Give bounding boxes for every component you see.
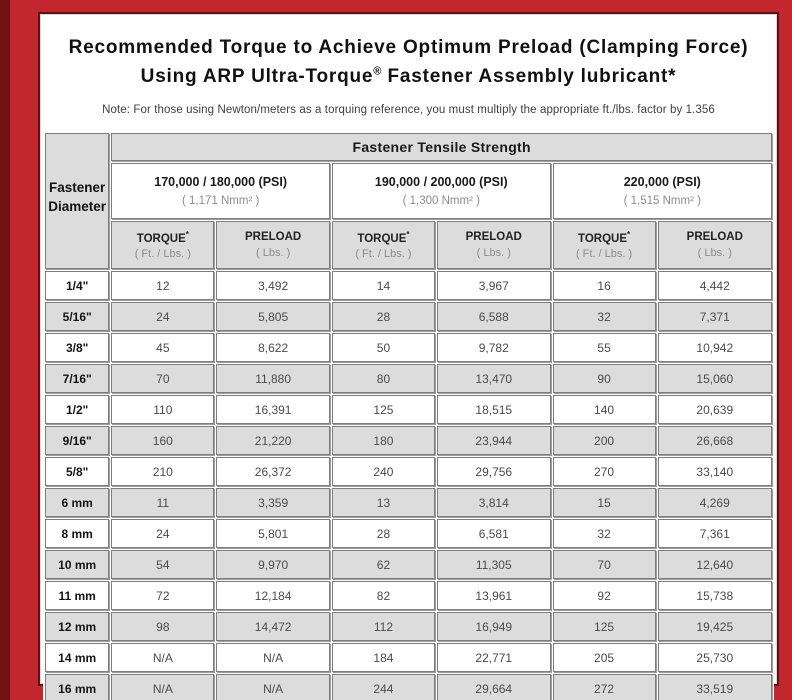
table-cell: 205 bbox=[553, 643, 656, 672]
table-cell: 3,359 bbox=[216, 488, 330, 517]
table-cell: 70 bbox=[111, 364, 214, 393]
table-cell: 82 bbox=[332, 581, 435, 610]
table-cell: 98 bbox=[111, 612, 214, 641]
table-cell: 90 bbox=[553, 364, 656, 393]
torque-label-text: TORQUE bbox=[357, 232, 407, 245]
row-header-diameter: 1/4" bbox=[45, 271, 109, 300]
table-cell: 272 bbox=[553, 674, 656, 700]
red-border-card bbox=[10, 0, 792, 700]
psi-value: 220,000 (PSI) bbox=[623, 175, 701, 189]
psi-group-header-row bbox=[45, 163, 772, 219]
table-cell: 9,782 bbox=[437, 333, 551, 362]
table-row bbox=[45, 550, 772, 579]
corner-header-line2: Diameter bbox=[48, 198, 107, 214]
torque-units: ( Ft. / Lbs. ) bbox=[134, 248, 191, 261]
table-cell: 18,515 bbox=[437, 395, 551, 424]
torque-asterisk: * bbox=[406, 229, 410, 239]
torque-preload-table bbox=[43, 131, 774, 700]
psi-group-190-200 bbox=[332, 163, 551, 219]
table-cell: 8,622 bbox=[216, 333, 330, 362]
table-cell: 15 bbox=[553, 488, 656, 517]
tensile-strength-header: Fastener Tensile Strength bbox=[111, 133, 772, 161]
torque-column-header bbox=[332, 221, 435, 269]
table-cell: 13 bbox=[332, 488, 435, 517]
title-line-1: Recommended Torque to Achieve Optimum Preload (Clamping Force) bbox=[68, 37, 749, 58]
table-cell: N/A bbox=[111, 643, 214, 672]
psi-group-220 bbox=[553, 163, 772, 219]
row-header-diameter: 3/8" bbox=[45, 333, 109, 362]
nmm-value: ( 1,171 Nmm² ) bbox=[181, 195, 260, 207]
preload-label: PRELOAD bbox=[245, 231, 302, 243]
table-cell: 32 bbox=[553, 302, 656, 331]
table-row bbox=[45, 426, 772, 455]
table-cell: 11,880 bbox=[216, 364, 330, 393]
corner-header-fastener-diameter bbox=[45, 133, 109, 269]
table-cell: 6,581 bbox=[437, 519, 551, 548]
table-cell: 72 bbox=[111, 581, 214, 610]
table-cell: N/A bbox=[216, 643, 330, 672]
psi-group-170-180 bbox=[111, 163, 330, 219]
row-header-diameter: 6 mm bbox=[45, 488, 109, 517]
table-cell: 16 bbox=[553, 271, 656, 300]
torque-asterisk: * bbox=[627, 229, 631, 239]
title-line-2-text: Using ARP Ultra-Torque bbox=[140, 65, 374, 87]
torque-label bbox=[334, 230, 433, 245]
preload-units: ( Lbs. ) bbox=[256, 247, 291, 259]
table-cell: 5,805 bbox=[216, 302, 330, 331]
row-header-diameter: 9/16" bbox=[45, 426, 109, 455]
table-cell: 20,639 bbox=[658, 395, 772, 424]
title-line-2 bbox=[58, 63, 759, 92]
row-header-diameter: 10 mm bbox=[45, 550, 109, 579]
row-header-diameter: 8 mm bbox=[45, 519, 109, 548]
table-cell: 11,305 bbox=[437, 550, 551, 579]
table-row bbox=[45, 333, 772, 362]
table-cell: 200 bbox=[553, 426, 656, 455]
table-row bbox=[45, 395, 772, 424]
table-cell: 184 bbox=[332, 643, 435, 672]
table-cell: 28 bbox=[332, 519, 435, 548]
table-cell: 33,140 bbox=[658, 457, 772, 486]
table-cell: 125 bbox=[332, 395, 435, 424]
torque-label bbox=[113, 230, 212, 245]
table-row bbox=[45, 271, 772, 300]
table-cell: 55 bbox=[553, 333, 656, 362]
table-cell: 12,184 bbox=[216, 581, 330, 610]
table-cell: 70 bbox=[553, 550, 656, 579]
table-cell: 7,371 bbox=[658, 302, 772, 331]
preload-column-header bbox=[658, 221, 772, 269]
table-cell: 19,425 bbox=[658, 612, 772, 641]
table-cell: 28 bbox=[332, 302, 435, 331]
table-row bbox=[45, 643, 772, 672]
table-cell: 140 bbox=[553, 395, 656, 424]
table-cell: 13,961 bbox=[437, 581, 551, 610]
preload-column-header bbox=[437, 221, 551, 269]
table-row bbox=[45, 457, 772, 486]
row-header-diameter: 7/16" bbox=[45, 364, 109, 393]
table-cell: 14,472 bbox=[216, 612, 330, 641]
row-header-diameter: 5/16" bbox=[45, 302, 109, 331]
table-row bbox=[45, 364, 772, 393]
table-cell: 50 bbox=[332, 333, 435, 362]
torque-label bbox=[555, 230, 654, 245]
table-cell: 25,730 bbox=[658, 643, 772, 672]
table-cell: 244 bbox=[332, 674, 435, 700]
preload-column-header bbox=[216, 221, 330, 269]
table-row bbox=[45, 519, 772, 548]
torque-column-header bbox=[553, 221, 656, 269]
preload-units: ( Lbs. ) bbox=[697, 247, 732, 259]
table-cell: 10,942 bbox=[658, 333, 772, 362]
table-cell: 29,664 bbox=[437, 674, 551, 700]
table-cell: 26,372 bbox=[216, 457, 330, 486]
table-cell: 125 bbox=[553, 612, 656, 641]
table-cell: 160 bbox=[111, 426, 214, 455]
table-cell: 9,970 bbox=[216, 550, 330, 579]
table-cell: 12 bbox=[111, 271, 214, 300]
document-content bbox=[38, 12, 779, 696]
table-cell: 23,944 bbox=[437, 426, 551, 455]
table-cell: 22,771 bbox=[437, 643, 551, 672]
tensile-strength-header-row bbox=[45, 133, 772, 161]
table-cell: 4,442 bbox=[658, 271, 772, 300]
table-cell: 112 bbox=[332, 612, 435, 641]
table-cell: 45 bbox=[111, 333, 214, 362]
table-cell: 5,801 bbox=[216, 519, 330, 548]
table-cell: 6,588 bbox=[437, 302, 551, 331]
torque-asterisk: * bbox=[185, 229, 189, 239]
table-cell: 24 bbox=[111, 302, 214, 331]
table-cell: 180 bbox=[332, 426, 435, 455]
table-cell: 3,967 bbox=[437, 271, 551, 300]
registered-trademark-symbol: ® bbox=[373, 65, 382, 78]
table-cell: 3,814 bbox=[437, 488, 551, 517]
table-cell: 240 bbox=[332, 457, 435, 486]
torque-column-header bbox=[111, 221, 214, 269]
preload-label: PRELOAD bbox=[686, 231, 743, 243]
table-cell: 4,269 bbox=[658, 488, 772, 517]
table-row bbox=[45, 674, 772, 700]
document-title bbox=[58, 34, 759, 91]
corner-header-line1: Fastener bbox=[49, 180, 106, 196]
table-cell: 16,391 bbox=[216, 395, 330, 424]
table-cell: 14 bbox=[332, 271, 435, 300]
table-cell: 16,949 bbox=[437, 612, 551, 641]
table-cell: 21,220 bbox=[216, 426, 330, 455]
table-cell: 80 bbox=[332, 364, 435, 393]
table-row bbox=[45, 581, 772, 610]
table-cell: 270 bbox=[553, 457, 656, 486]
table-row bbox=[45, 488, 772, 517]
table-cell: 26,668 bbox=[658, 426, 772, 455]
psi-value: 170,000 / 180,000 (PSI) bbox=[154, 175, 288, 189]
row-header-diameter: 5/8" bbox=[45, 457, 109, 486]
torque-units: ( Ft. / Lbs. ) bbox=[355, 248, 412, 261]
row-header-diameter: 14 mm bbox=[45, 643, 109, 672]
table-cell: 110 bbox=[111, 395, 214, 424]
table-row bbox=[45, 302, 772, 331]
row-header-diameter: 12 mm bbox=[45, 612, 109, 641]
row-header-diameter: 1/2" bbox=[45, 395, 109, 424]
table-row bbox=[45, 612, 772, 641]
table-cell: 13,470 bbox=[437, 364, 551, 393]
table-cell: 3,492 bbox=[216, 271, 330, 300]
table-cell: 24 bbox=[111, 519, 214, 548]
table-cell: N/A bbox=[111, 674, 214, 700]
table-cell: 32 bbox=[553, 519, 656, 548]
table-cell: 11 bbox=[111, 488, 214, 517]
table-cell: 7,361 bbox=[658, 519, 772, 548]
nmm-value: ( 1,300 Nmm² ) bbox=[402, 195, 480, 207]
conversion-note: Note: For those using Newton/meters as a torquing reference, you must multiply the appropriate ft./lbs. factor by 1.356 bbox=[102, 104, 715, 116]
table-cell: 29,756 bbox=[437, 457, 551, 486]
title-line-2-suffix: Fastener Assembly lubricant* bbox=[381, 65, 677, 87]
table-cell: 54 bbox=[111, 550, 214, 579]
table-cell: 15,060 bbox=[658, 364, 772, 393]
row-header-diameter: 16 mm bbox=[45, 674, 109, 700]
column-header-row bbox=[45, 221, 772, 269]
table-cell: 12,640 bbox=[658, 550, 772, 579]
table-cell: 33,519 bbox=[658, 674, 772, 700]
table-cell: N/A bbox=[216, 674, 330, 700]
preload-label: PRELOAD bbox=[465, 231, 522, 243]
psi-value: 190,000 / 200,000 (PSI) bbox=[374, 175, 508, 189]
table-cell: 62 bbox=[332, 550, 435, 579]
preload-units: ( Lbs. ) bbox=[476, 247, 511, 259]
table-cell: 210 bbox=[111, 457, 214, 486]
table-cell: 15,738 bbox=[658, 581, 772, 610]
nmm-value: ( 1,515 Nmm² ) bbox=[623, 195, 701, 207]
table-cell: 92 bbox=[553, 581, 656, 610]
torque-units: ( Ft. / Lbs. ) bbox=[575, 248, 633, 261]
torque-label-text: TORQUE bbox=[136, 232, 186, 245]
torque-label-text: TORQUE bbox=[578, 232, 627, 245]
row-header-diameter: 11 mm bbox=[45, 581, 109, 610]
